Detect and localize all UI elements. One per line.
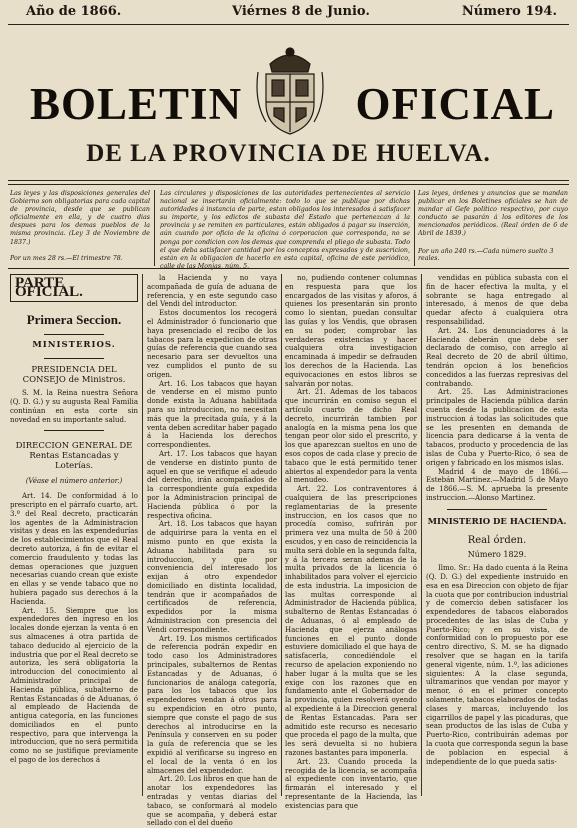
subtitle: DE LA PROVINCIA DE HUELVA. bbox=[86, 140, 491, 167]
info-orders bbox=[418, 190, 568, 239]
issue-date: Viérnes 8 de Junio. bbox=[232, 4, 370, 19]
paragraph: Art. 19. Los mismos certificados de referencia podrán expedir en todo caso los Administradores principales, subalternos de Rentas Estancadas y de Aduanas, ó funcionarios de análoga categoría, para los los tabacos que los expendedores vendan á otros para su expendicion en otro punto, siempre que conste el pago de sus derechos al introducirse en la Península y conserven en su poder la guía de referencia que se les expidió al verificarse su ingreso en el local de la venta ó en los almacenes del expendedor. bbox=[147, 634, 277, 775]
paragraph: la Hacienda y no vaya acompañada de guía de aduana de referencia, y en este segundo caso del Vendi del introductor. bbox=[147, 274, 277, 309]
column-4 bbox=[426, 274, 568, 766]
info-bottom-rule bbox=[8, 268, 569, 269]
paragraph: Art. 25. Las Administraciones principales de Hacienda pública darán cuenta desde la publicacion de esta instruccion á todas las solicitudes que se les presenten en demanda de licencia para dedicarse á la venta de tabacos, producto y procedencia de las islas de Cuba y Puerto-Rico, ó sea de origen y fabricado en los mismos islas. bbox=[426, 388, 568, 467]
info-notices bbox=[160, 190, 410, 271]
paragraph: Art. 24. Los denunciadores á la Hacienda deberán que debe ser declarado de comiso, con arreglo al Real decreto de 20 de abril último, tendrán opcion á los beneficios concedidos a las fuerzas represivas del contrabando. bbox=[426, 326, 568, 388]
heading-presidencia: PRESIDENCIA DEL CONSEJO de Ministros. bbox=[22, 365, 126, 386]
masthead bbox=[10, 4, 567, 24]
column-separator-1 bbox=[142, 274, 143, 796]
divider bbox=[44, 358, 104, 359]
issue-number: Número 194. bbox=[461, 4, 557, 19]
heading-real-orden: Real órden. bbox=[467, 534, 527, 546]
column-3 bbox=[285, 274, 417, 811]
paragraph: Art. 23. Cuando proceda la recogida de la licencia, se acompaña al expediente con inventario, que firmarán el interesado y el representante de la Hacienda, las existencias para que bbox=[285, 757, 417, 810]
info-laws-text: Las leyes y las disposiciones generales del Gobierno son obligatorias para cada capital de provincia, desde que se publican oficialmente en ella, y de cuatro dias despues para los demas pueblos de la misma provincia. (Ley 3 de Noviembre de 1837.) bbox=[10, 190, 150, 246]
info-price-left: Por un mes 28 rs.—El trimestre 78. bbox=[10, 255, 123, 262]
paragraph: Ilmo. Sr.: Ha dado cuenta á la Reina (Q. D. G.) del expediente instruido en esa en esa Direccion con objeto de fijar la cuota que por contribucion industrial y de comercio deben satisfacer los expendedores de tabacos elaborados procedentes de las islas de Cuba y Puerto-Rico; y en su vista, de conformidad con lo propuesto por ese centro directivo, S. M. se ha dignado resolver que se hagan en la tarifa general vigente, núm. 1.º, las adiciones siguientes: A la clase segunda, ultramarinos que vendan por mayor y menor, ó en el primer concepto solamente, tabacos elaborados de todas clases y marcas, incluyendo los cigarrillos de papel y las picaduras, que sean productos de las islas de Cuba y Puerto-Rico, contribuirán ademas por la cuota que corresponda segun la base de poblacion en especial á independiente de lo que pueda satis- bbox=[426, 564, 568, 766]
heading-numero: Número 1829. bbox=[467, 550, 527, 560]
info-notices-text: Las circulares y disposiciones de las autoridades pertenecientes al servicio nacional se insertarán oficialmente: todo lo que se publique por dichas autoridades á instancia de parte, estan obligados los interesados á satisfacer su importe, y los edictos de subasta del Estado que pertenezcan á la provincia y se remiten en particulares, están obligados á pagar su inserción, aún cuando por oficio de la oficina ó corporacion que corresponda, no se ponga por condicion con los demas que comprenda el pliego de subasta. Todo el que deba satisfacer cantidad por los conceptos expresados y de suscricion, están en la obligacion de hacerlo en esta capital, oficina de este periódico, calle de las Monjas, núm. 5. bbox=[160, 190, 410, 270]
column-separator-2 bbox=[281, 274, 282, 796]
info-separator-2 bbox=[414, 190, 415, 266]
heading-ministerio-hacienda: MINISTERIO DE HACIENDA. bbox=[427, 516, 567, 527]
paragraph: Madrid 4 de mayo de 1866.—Estebán Martinez.—Madrid 5 de Mayo de 1866.—S. M. aprueba la presente instruccion.—Alonso Martinez. bbox=[426, 467, 568, 502]
section-parte-oficial: PARTE OFICIAL. bbox=[10, 274, 138, 302]
column-2 bbox=[147, 274, 277, 828]
paragraph: Art. 22. Los contraventores á cualquiera de las prescripciones reglamentarias de la presente instruccion, en los casos que no procedía comiso, sufrirán por primera vez una multa de 50 á 200 escudos, y en caso de reincidencia la multa será doble en la segunda falta, y á la tercera seran ademas de la multa privados de la licencia ó inhabilitados para volver el ejercicio de esta industria. La imposicion de las multas corresponde al Administrador de Hacienda pública, subalterno de Rentas Estancadas ó de Aduanas, ó al empleado de Hacienda que ejerza análogas funciones en el punto donde estuviere domiciliado el que haya de satisfacerla, concediéndole el recurso de apelacion exponiendo no haber lugar á la multa que se les exige con los razones que en fundamento ante el Gobernador de la provincia, quien resolverá oyendo al expediente á la Direccion general de Rentas Estancadas. Para ser admitido este recurso es necesario que proceda el pago de la multa, que les será devuelta si no hubiera razones bastantes para imponerla. bbox=[285, 485, 417, 758]
coat-of-arms-icon bbox=[252, 42, 328, 138]
info-laws bbox=[10, 190, 150, 247]
column-separator-3 bbox=[421, 274, 422, 796]
title-left: BOLETIN bbox=[30, 79, 243, 129]
paragraph: Estos documentos los recogerá el Administrador ó funcionario que haya presenciado el recibo de los tabacos para la expedicion de otras guías de referencia que cuando sea necesario para ser devueltos una vez cumplidos el punto de su origen. bbox=[147, 309, 277, 379]
column-1 bbox=[10, 274, 138, 765]
info-separator-1 bbox=[154, 190, 155, 266]
heading-direccion: DIRECCION GENERAL DE Rentas Estancadas y Loterías. bbox=[15, 441, 133, 472]
heading-ministerios: MINISTERIOS. bbox=[32, 340, 116, 351]
paragraph: Art. 21. Ademas de los tabacos que incurrirán en comiso segun el artículo cuarto de dicho Real decreto, incurrirán tambien por analogía en la misma pena los que tengan peor olor sido el prescrito, y los que aparezcan sueltos en uno de esos copos de cada clase y precio de tabaco que le está permitido tener abiertos al expendedor para la venta al menudeo. bbox=[285, 388, 417, 485]
subtitle-rule bbox=[8, 180, 569, 181]
paragraph: Art. 17. Los tabacos que hayan de venderse en distinto punto de aquel en que se verifique el adeudo del derecho, irán acompañados de la correspondiente guía expedida por la Administracion principal de Hacienda pública ó por la respectiva oficina. bbox=[147, 449, 277, 520]
paragraph: Art. 20. Los libros en que han de anotar los expendedores las entradas y ventas diarias del tabaco, se conformará al modelo que se acompaña, y deberá estar sellado con el del dueño bbox=[147, 775, 277, 828]
paragraph: no, pudiendo contener columnas en respuesta para que los encargados de las visitas y aforos, á quienes los presentarán sin pronto como lo sientan, puedan consultar las guías y los Vendis, que obrasen en su poder, comprobar las verdaderas existencias y hacer cualquiera otra investigacion encaminada á impedir se defrauden los derechos de la Hacienda. Las equivocaciones en estos libros se salvarán por notas. bbox=[285, 274, 417, 388]
top-rule bbox=[8, 24, 569, 25]
section-primera: Primera Seccion. bbox=[26, 311, 122, 327]
divider bbox=[447, 509, 547, 510]
paragraph: Art. 14. De conformidad á lo prescripto en el párrafo cuarto, art. 3.º del Real decreto, practicarán los agentes de la Administracion visitas y deas en las expendedurías de los establecimientos que el Real decreto autoriza, á fin de evitar el comercio fraudulento y todas las demas operaciones que juzguen necesarias cuando crean que existe en ellas y se vende tabaco que no hubiera pagado sus derechos á la Hacienda. bbox=[10, 492, 138, 606]
subtitle-rule-thin bbox=[8, 184, 569, 185]
paragraph: S. M. la Reina nuestra Señora (Q. D. G.) y su augusta Real Familia continúan en esta corte sin novedad en su importante salud. bbox=[10, 389, 138, 424]
divider bbox=[44, 430, 104, 431]
paragraph: Art. 16. Los tabacos que hayan de venderse en el mismo punto donde exista la Aduana habilitada para su introduccion, no necesitan más que la precitada guía, y á la venta deben acreditar haber pagado á la Hacienda los derechos correspondientes. bbox=[147, 379, 277, 450]
issue-year: Año de 1866. bbox=[26, 4, 122, 19]
info-orders-text: Las leyes, órdenes y anuncios que se mandan publicar en los Boletines oficiales se han de mandar al Gefe político respectivo, por cuyo conducto se pasarán á los editores de los mencionados periódicos. (Real órden de 6 de Abril de 1839.) bbox=[418, 190, 568, 238]
title-right: OFICIAL bbox=[355, 79, 555, 129]
info-price-right: Por un año 240 rs.—Cada número suelto 3 reales. bbox=[418, 248, 554, 262]
note-vease: (Véase el número anterior.) bbox=[25, 477, 123, 486]
paragraph: Art. 15. Siempre que los expendedores den ingreso en los locales donde ejerzan la venta ó en sus almacenes á otra partida de tabaco deducido al ejercicio de la industria que por el Real decreto se autoriza, les será obligatoria la introduccion del conocimiento al Administrador principal de Hacienda pública, subalterno de Rentas Estancadas ó de Aduanas, ó al empleado de Hacienda de antigua categoría, en las funciones domiciliados en el punto respectivo, para que intervenga la introduccion, que no será permitida como no se justifique previamente el pago de los derechos á bbox=[10, 606, 138, 765]
divider bbox=[44, 334, 104, 335]
paragraph: vendidas en pública subasta con el fin de hacer efectiva la multa, y el sobrante se haga entregado al interesado, á menos de que deba quedar afecto á cualquiera otra responsabilidad. bbox=[426, 274, 568, 326]
paragraph: Art. 18. Los tabacos que hayan de adquirirse para la venta en el mismo punto en que exista la Aduana habilitada para su introduccion, y que por conveniencia del interesado los exijan á otro expendedor domiciliado en distinta localidad, tendrán que ir acompañados de certificados de referencia, expedidos por la misma Administracion con presencia del Vendi correspondiente. bbox=[147, 520, 277, 634]
